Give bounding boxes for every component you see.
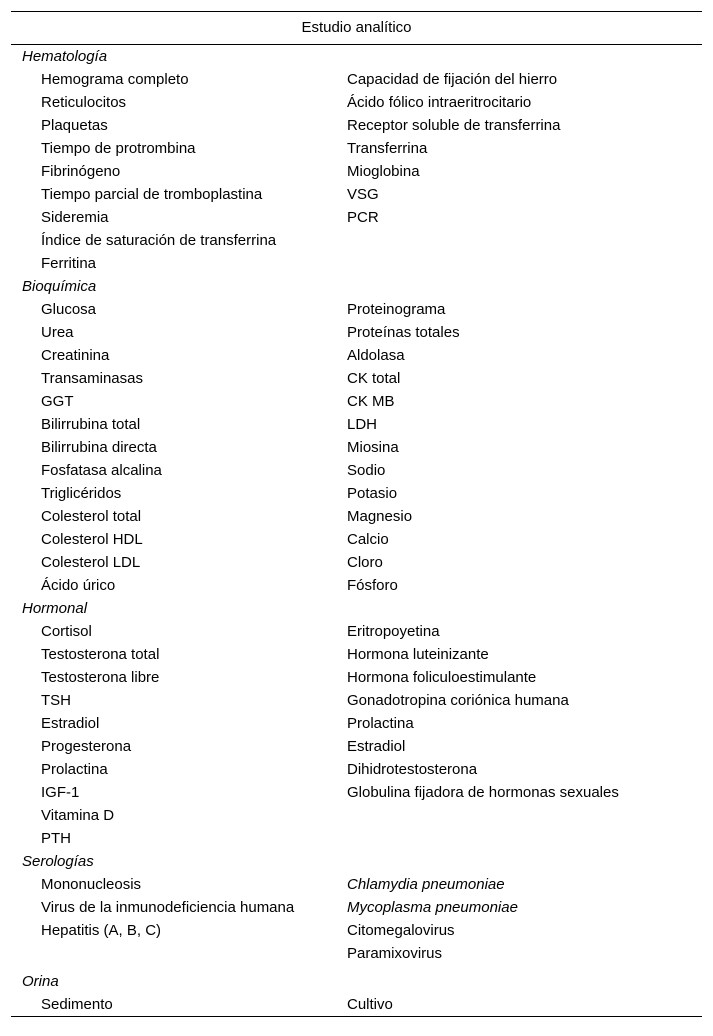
section-0 [11, 45, 702, 275]
row-right-cell [347, 229, 702, 252]
row-left-cell: Ácido úrico [41, 577, 116, 594]
row-left-cell: Tiempo de protrombina [41, 140, 196, 157]
row-left-cell: Bilirrubina total [41, 416, 141, 433]
section-3 [11, 850, 702, 965]
section-4 [11, 965, 702, 1016]
table-row [11, 643, 702, 666]
row-right-cell: VSG [347, 186, 379, 203]
row-right-cell: Transferrina [347, 140, 428, 157]
row-right-cell: Magnesio [347, 508, 413, 525]
row-left-cell: Prolactina [41, 761, 108, 778]
table-row [11, 459, 702, 482]
table-row [11, 781, 702, 804]
row-right-cell: Prolactina [347, 715, 414, 732]
table-row [11, 873, 702, 896]
table-row [11, 758, 702, 781]
row-right-cell: Citomegalovirus [347, 922, 455, 939]
table-row [11, 367, 702, 390]
row-right-cell: CK total [347, 370, 401, 387]
row-right-cell [347, 252, 702, 275]
row-left-cell: Triglicéridos [41, 485, 122, 502]
row-right-cell: Paramixovirus [347, 945, 443, 962]
table-title: Estudio analítico [301, 19, 412, 36]
table-row [11, 735, 702, 758]
row-left-cell: Colesterol total [41, 508, 142, 525]
row-left-cell: Índice de saturación de transferrina [41, 232, 277, 249]
table-row [11, 551, 702, 574]
table-row [11, 942, 702, 965]
table-row [11, 482, 702, 505]
row-left-cell: Sideremia [41, 209, 109, 226]
section-heading: Hematología [22, 48, 108, 65]
row-left-cell: Cortisol [41, 623, 92, 640]
table-row [11, 827, 702, 850]
row-right-cell: Estradiol [347, 738, 406, 755]
row-right-cell: Aldolasa [347, 347, 405, 364]
row-left-cell: Transaminasas [41, 370, 143, 387]
row-left-cell: Testosterona libre [41, 669, 160, 686]
row-left-cell: Reticulocitos [41, 94, 127, 111]
row-left-cell: Ferritina [41, 255, 97, 272]
row-right-cell: Sodio [347, 462, 386, 479]
row-right-cell: Eritropoyetina [347, 623, 440, 640]
section-1 [11, 275, 702, 597]
row-right-cell: Globulina fijadora de hormonas sexuales [347, 784, 619, 801]
row-right-cell: LDH [347, 416, 378, 433]
table-row [11, 114, 702, 137]
row-right-cell: Fósforo [347, 577, 398, 594]
section-heading: Hormonal [22, 600, 88, 617]
table-row [11, 804, 702, 827]
row-right-cell: Hormona luteinizante [347, 646, 489, 663]
row-left-cell: Creatinina [41, 347, 110, 364]
table-row [11, 321, 702, 344]
row-right-cell: Mycoplasma pneumoniae [347, 899, 518, 916]
table-row [11, 689, 702, 712]
row-left-cell: PTH [41, 830, 71, 847]
row-left-cell: Colesterol LDL [41, 554, 141, 571]
row-right-cell: Miosina [347, 439, 399, 456]
table-row [11, 183, 702, 206]
row-left-cell: Bilirrubina directa [41, 439, 157, 456]
row-left-cell: Hemograma completo [41, 71, 189, 88]
row-right-cell: Proteinograma [347, 301, 446, 318]
row-right-cell [347, 827, 702, 850]
table-row [11, 344, 702, 367]
table-row [11, 413, 702, 436]
table-row [11, 91, 702, 114]
row-left-cell: Fosfatasa alcalina [41, 462, 162, 479]
section-heading: Serologías [22, 853, 94, 870]
row-left-cell: Testosterona total [41, 646, 160, 663]
row-right-cell: Capacidad de fijación del hierro [347, 71, 558, 88]
row-left-cell: Fibrinógeno [41, 163, 121, 180]
section-heading: Orina [22, 973, 59, 990]
analysis-table [11, 11, 702, 1017]
bottom-rule [11, 1016, 702, 1017]
row-right-cell: Chlamydia pneumoniae [347, 876, 505, 893]
row-right-cell: Hormona foliculoestimulante [347, 669, 537, 686]
section-2 [11, 597, 702, 850]
table-row [11, 505, 702, 528]
table-row [11, 574, 702, 597]
row-right-cell: Gonadotropina coriónica humana [347, 692, 569, 709]
table-row [11, 620, 702, 643]
row-left-cell: Colesterol HDL [41, 531, 143, 548]
row-left-cell: Glucosa [41, 301, 97, 318]
table-row [11, 206, 702, 229]
table-row [11, 666, 702, 689]
row-left-cell: GGT [41, 393, 74, 410]
table-row [11, 712, 702, 735]
row-right-cell: Cloro [347, 554, 383, 571]
row-left-cell: Progesterona [41, 738, 132, 755]
row-right-cell: Cultivo [347, 996, 393, 1013]
table-body [11, 45, 702, 1016]
row-left-cell: Mononucleosis [41, 876, 142, 893]
row-right-cell: Dihidrotestosterona [347, 761, 478, 778]
section-heading: Bioquímica [22, 278, 97, 295]
table-row [11, 298, 702, 321]
row-left-cell: IGF-1 [41, 784, 80, 801]
table-row [11, 252, 702, 275]
row-left-cell: Virus de la inmunodeficiencia humana [41, 899, 295, 916]
row-left-cell: Tiempo parcial de tromboplastina [41, 186, 263, 203]
row-left-cell: Hepatitis (A, B, C) [41, 922, 162, 939]
table-row [11, 68, 702, 91]
row-left-cell: TSH [41, 692, 71, 709]
table-row [11, 436, 702, 459]
table-row [11, 229, 702, 252]
row-right-cell: Potasio [347, 485, 398, 502]
table-row [11, 137, 702, 160]
row-left-cell [11, 942, 347, 965]
row-right-cell: PCR [347, 209, 379, 226]
table-row [11, 919, 702, 942]
row-left-cell: Urea [41, 324, 74, 341]
row-left-cell: Plaquetas [41, 117, 108, 134]
row-left-cell: Vitamina D [41, 807, 115, 824]
table-row [11, 390, 702, 413]
row-right-cell: CK MB [347, 393, 395, 410]
row-right-cell [347, 804, 702, 827]
row-right-cell: Proteínas totales [347, 324, 460, 341]
table-row [11, 896, 702, 919]
row-right-cell: Ácido fólico intraeritrocitario [347, 94, 532, 111]
table-row [11, 528, 702, 551]
row-right-cell: Mioglobina [347, 163, 420, 180]
table-row [11, 993, 702, 1016]
row-right-cell: Calcio [347, 531, 389, 548]
row-left-cell: Sedimento [41, 996, 113, 1013]
row-left-cell: Estradiol [41, 715, 100, 732]
row-right-cell: Receptor soluble de transferrina [347, 117, 561, 134]
table-row [11, 160, 702, 183]
